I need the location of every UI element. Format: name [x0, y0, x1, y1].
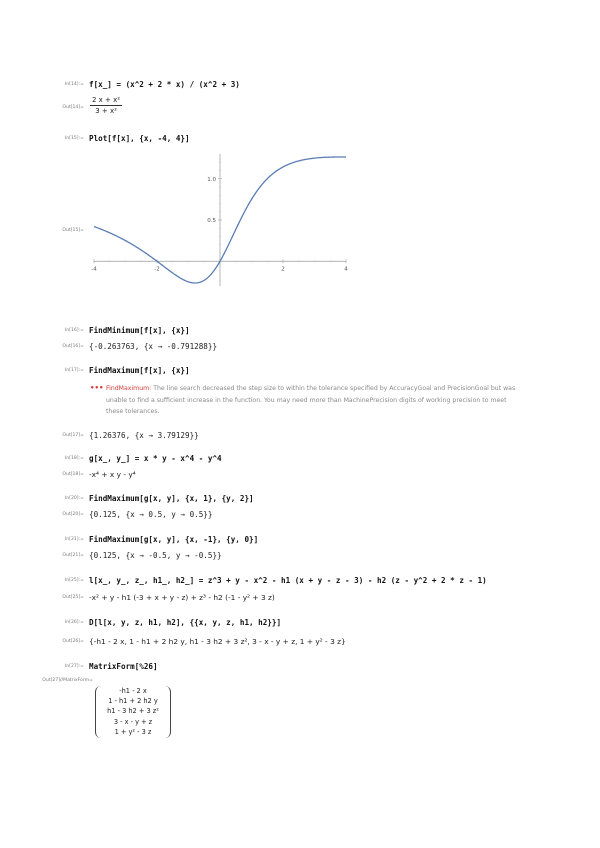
matrix-cell: 1 - h1 + 2 h2 y — [108, 697, 158, 706]
output-label: Out[26]= — [62, 639, 84, 644]
y-tick-label: 0.5 — [207, 218, 216, 224]
input-code[interactable]: FindMaximum[g[x, y], {x, 1}, {y, 2}] — [89, 494, 254, 503]
output-label: Out[14]= — [62, 105, 84, 110]
output-label: Out[18]= — [62, 472, 84, 477]
input-label: In[25]:= — [64, 578, 84, 583]
matrix-cell: 1 + y² - 3 z — [114, 727, 152, 736]
output-label: Out[27]//MatrixForm= — [42, 678, 93, 683]
fraction-output — [90, 96, 122, 115]
input-label: In[16]:= — [64, 328, 84, 333]
warning-message — [90, 383, 516, 418]
input-label: In[14]:= — [64, 82, 84, 87]
input-code[interactable]: l[x_, y_, z_, h1_, h2_] = z^3 + y - x^2 - h1 (x + y - z - 3) - h2 (z - y^2 + 2 * z - 1) — [89, 576, 487, 585]
input-label: In[27]:= — [64, 664, 84, 669]
input-code[interactable]: FindMinimum[f[x], {x}] — [89, 326, 190, 335]
output-label: Out[21]= — [62, 553, 84, 558]
input-label: In[21]:= — [64, 537, 84, 542]
output-value: -x² + y - h1 (-3 + x + y - z) + z³ - h2 (-1 - y² + 3 z) — [89, 593, 275, 602]
input-code[interactable]: D[l[x, y, z, h1, h2], {{x, y, z, h1, h2}}] — [89, 618, 282, 627]
output-value: -x⁴ + x y - y⁴ — [89, 470, 136, 479]
plot-graphic[interactable] — [88, 146, 352, 296]
input-code[interactable]: Plot[f[x], {x, -4, 4}] — [89, 134, 190, 143]
output-value: {-0.263763, {x → -0.791288}} — [89, 342, 218, 351]
output-label: Out[15]= — [62, 228, 84, 233]
output-value: {-h1 - 2 x, 1 - h1 + 2 h2 y, h1 - 3 h2 + 3 z², 3 - x - y + z, 1 + y² - 3 z} — [89, 637, 346, 646]
message-head[interactable]: FindMaximum: — [106, 385, 152, 392]
matrix-cell: 3 - x - y + z — [113, 717, 153, 726]
matrix-cell: h1 - 3 h2 + 3 z² — [107, 707, 159, 716]
input-code[interactable]: g[x_, y_] = x * y - x^4 - y^4 — [89, 454, 222, 463]
output-value: {0.125, {x → 0.5, y → 0.5}} — [89, 510, 213, 519]
output-label: Out[20]= — [62, 512, 84, 517]
output-label: Out[25]= — [62, 595, 84, 600]
output-label: Out[17]= — [62, 433, 84, 438]
input-label: In[20]:= — [64, 496, 84, 501]
matrix-output — [95, 686, 171, 738]
x-tick-label: 4 — [344, 266, 348, 273]
fraction-numerator: 2 x + x² — [92, 96, 121, 104]
x-tick-label: -4 — [91, 266, 97, 273]
fraction-denominator: 3 + x² — [95, 107, 117, 115]
matrix-cell: -h1 - 2 x — [119, 687, 147, 695]
input-code[interactable]: MatrixForm[%26] — [89, 662, 158, 671]
y-tick-label: 1.0 — [207, 176, 216, 183]
input-label: In[15]:= — [64, 136, 84, 141]
message-body: The line search decreased the step size to within the tolerance specified by AccuracyGoal and PrecisionGoal but was unable to find a sufficient increase in the function. You may need more than MachinePrecision digits of working precision to meet these tolerances. — [106, 385, 516, 416]
x-tick-label: 2 — [281, 266, 285, 273]
input-label: In[18]:= — [64, 456, 84, 461]
input-code[interactable]: FindMaximum[g[x, y], {x, -1}, {y, 0}] — [89, 535, 259, 544]
output-value: {1.26376, {x → 3.79129}} — [89, 431, 199, 440]
fraction-bar — [90, 105, 122, 106]
input-label: In[17]:= — [64, 368, 84, 373]
input-code[interactable]: FindMaximum[f[x], {x}] — [89, 366, 190, 375]
input-code[interactable]: f[x_] = (x^2 + 2 * x) / (x^2 + 3) — [89, 80, 240, 89]
x-tick-label: -2 — [154, 266, 160, 273]
input-label: In[26]:= — [64, 620, 84, 625]
output-value: {0.125, {x → -0.5, y → -0.5}} — [89, 551, 222, 560]
output-label: Out[16]= — [62, 344, 84, 349]
message-menu-icon[interactable]: ••• — [90, 384, 104, 392]
